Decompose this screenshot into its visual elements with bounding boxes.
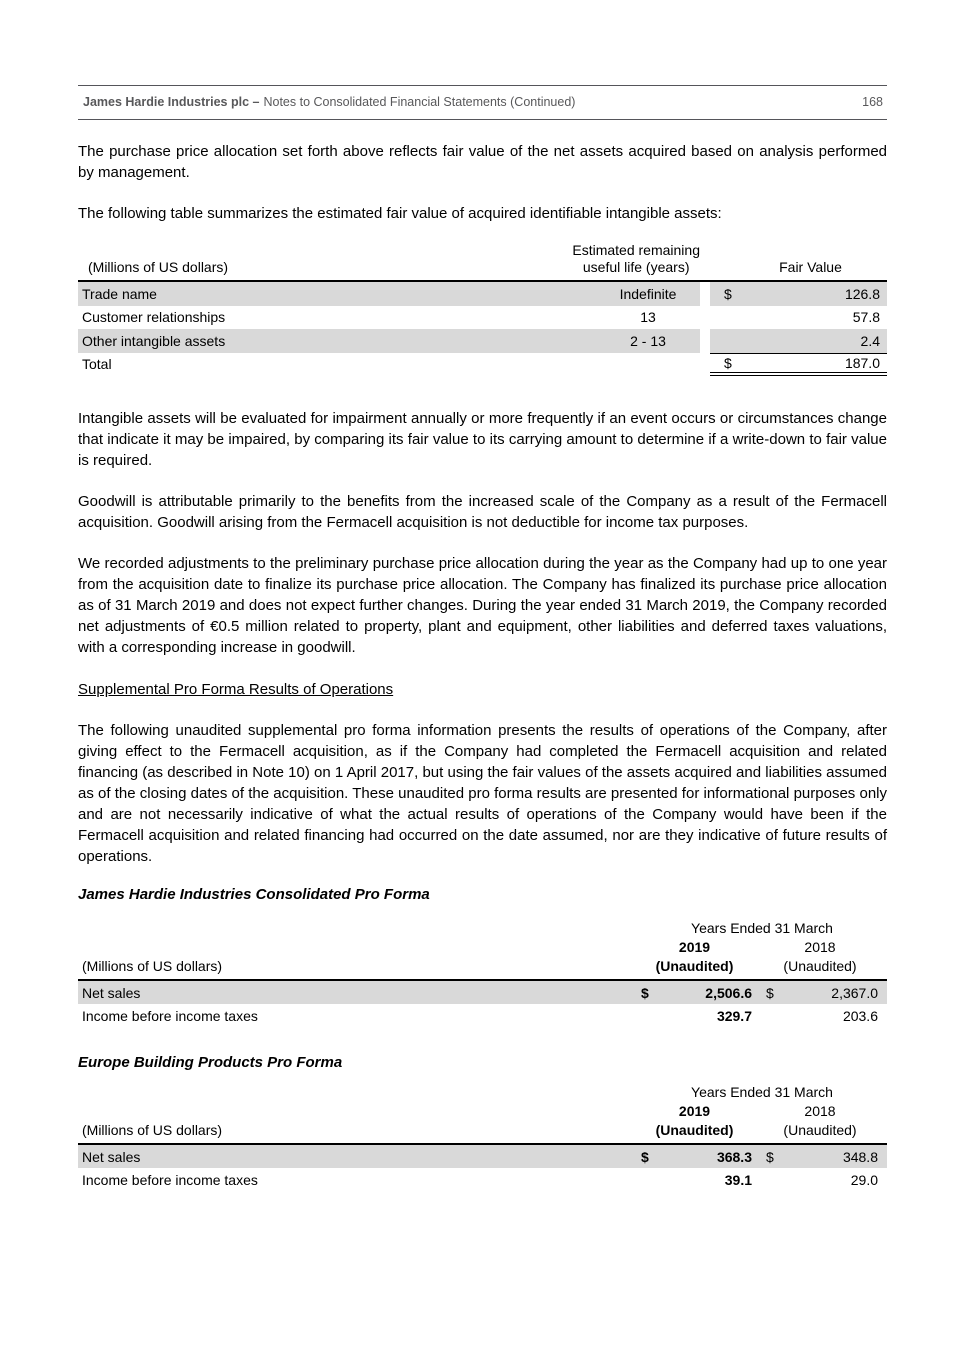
- cell-currency: $: [724, 354, 732, 371]
- heading-consolidated-pro-forma: James Hardie Industries Consolidated Pro Forma: [78, 886, 430, 903]
- table-row-net-sales: [78, 1145, 887, 1168]
- page-header-title: [83, 95, 575, 110]
- table-row-income-before-taxes: [78, 1168, 887, 1191]
- table-row-customer-relationships: [78, 306, 887, 330]
- company-name: James Hardie Industries plc –: [83, 95, 260, 109]
- cell-label: Customer relationships: [82, 309, 226, 326]
- unaudited-row: [78, 957, 887, 981]
- column-header-2019: 2019: [678, 939, 711, 955]
- column-header-2019: 2019: [678, 1103, 711, 1119]
- cell-label: Other intangible assets: [82, 332, 226, 349]
- cell-useful-life: 2 - 13: [630, 332, 666, 349]
- cell-value-2018: 2,367.0: [831, 984, 878, 1001]
- paragraph-goodwill: Goodwill is attributable primarily to the benefits from the increased scale of the Company as a result of the Fermacell acquisition. Goodwill arising from the Fermacell acquisition is not deductible for income tax purposes.: [78, 493, 887, 531]
- paragraph-impairment: Intangible assets will be evaluated for impairment annually or more frequently if an event occurs or circumstances change that indicate it may be impaired, by comparing its fair value to its carrying amount to determine if a write-down to fair value is required.: [78, 410, 887, 469]
- cell-label: Trade name: [82, 285, 157, 302]
- years-ended-row: [78, 1083, 887, 1102]
- column-header-millions: (Millions of US dollars): [82, 1122, 223, 1138]
- cell-fair-value: 57.8: [852, 309, 880, 326]
- cell-value-2019: 368.3: [716, 1148, 752, 1165]
- cell-useful-life: Indefinite: [619, 285, 677, 302]
- years-ended-label: Years Ended 31 March: [691, 920, 833, 936]
- cell-value-2018: 29.0: [850, 1171, 878, 1188]
- cell-fair-value: 126.8: [844, 285, 880, 302]
- table-row-trade-name: [78, 282, 887, 306]
- unaudited-2019-label: (Unaudited): [655, 958, 734, 974]
- cell-useful-life: 13: [640, 309, 656, 326]
- cell-currency-2019: $: [641, 1148, 649, 1165]
- cell-currency-2018: $: [766, 984, 774, 1001]
- unaudited-2018-label: (Unaudited): [783, 1122, 857, 1138]
- column-header-useful-life: Estimated remaining useful life (years): [572, 242, 700, 275]
- paragraph-purchase-price: The purchase price allocation set forth above reflects fair value of the net assets acquired based on analysis performed by management.: [78, 143, 887, 181]
- cell-label: Income before income taxes: [82, 1007, 258, 1024]
- column-header-millions: (Millions of US dollars): [88, 259, 229, 275]
- cell-label: Net sales: [82, 984, 141, 1001]
- column-header-2018: 2018: [804, 1103, 836, 1119]
- year-headers-row: [78, 1102, 887, 1121]
- document-title: Notes to Consolidated Financial Statements (Continued): [263, 95, 576, 109]
- table-row-net-sales: [78, 981, 887, 1004]
- table-row-total: [78, 353, 887, 377]
- paragraph-pro-forma-intro: The following unaudited supplemental pro forma information presents the results of operations of the Company, after giving effect to the Fermacell acquisition, as if the Company had completed the Fermacell acquisition and related financing (as described in Note 10) on 1 April 2017, but using the fair values of the assets acquired and liabilities assumed as of the closing dates of the acquisition. These unaudited pro forma results are presented for informational purposes only and are not necessarily indicative of what the actual results of operations of the Company would have been if the Fermacell acquisition and related financing had occurred on the date assumed, nor are they indicative of future results of operations.: [78, 722, 887, 865]
- intangible-assets-table: [78, 242, 887, 376]
- cell-value-2018: 203.6: [842, 1007, 878, 1024]
- cell-value-2019: 39.1: [724, 1171, 752, 1188]
- column-header-millions: (Millions of US dollars): [82, 958, 223, 974]
- page-number: 168: [862, 95, 883, 109]
- cell-currency: $: [724, 285, 732, 302]
- unaudited-2018-label: (Unaudited): [783, 958, 857, 974]
- cell-fair-value: 2.4: [860, 332, 880, 349]
- column-header-fair-value: Fair Value: [779, 259, 842, 275]
- years-ended-label: Years Ended 31 March: [691, 1084, 833, 1100]
- unaudited-row: [78, 1121, 887, 1145]
- unaudited-2019-label: (Unaudited): [655, 1122, 734, 1138]
- paragraph-table-intro: The following table summarizes the estimated fair value of acquired identifiable intangible assets:: [78, 205, 722, 222]
- cell-label: Net sales: [82, 1148, 141, 1165]
- table-row-other-intangibles: [78, 329, 887, 353]
- intangible-assets-table-header: [78, 242, 887, 282]
- heading-europe-pro-forma: Europe Building Products Pro Forma: [78, 1054, 343, 1071]
- page-header: [78, 85, 887, 120]
- column-header-2018: 2018: [804, 939, 836, 955]
- year-headers-row: [78, 938, 887, 957]
- years-ended-row: [78, 919, 887, 938]
- consolidated-pro-forma-table: [78, 919, 887, 1027]
- cell-label: Total: [82, 356, 112, 373]
- cell-value-2018: 348.8: [842, 1148, 878, 1165]
- cell-fair-value: 187.0: [844, 354, 880, 371]
- cell-label: Income before income taxes: [82, 1171, 258, 1188]
- cell-value-2019: 329.7: [716, 1007, 752, 1024]
- table-row-income-before-taxes: [78, 1004, 887, 1027]
- europe-pro-forma-table: [78, 1083, 887, 1191]
- section-heading-supplemental: Supplemental Pro Forma Results of Operations: [78, 681, 394, 698]
- cell-value-2019: 2,506.6: [705, 984, 752, 1001]
- cell-currency-2018: $: [766, 1148, 774, 1165]
- page-content: [78, 0, 887, 1191]
- paragraph-adjustments: We recorded adjustments to the preliminary purchase price allocation during the year as the Company had up to one year from the acquisition date to finalize its purchase price allocation. The Company has finalized its purchase price allocation as of 31 March 2019 and does not expect further changes. During the year ended 31 March 2019, the Company recorded net adjustments of €0.5 million related to property, plant and equipment, other liabilities and deferred taxes valuations, with a corresponding increase in goodwill.: [78, 555, 887, 656]
- cell-currency-2019: $: [641, 984, 649, 1001]
